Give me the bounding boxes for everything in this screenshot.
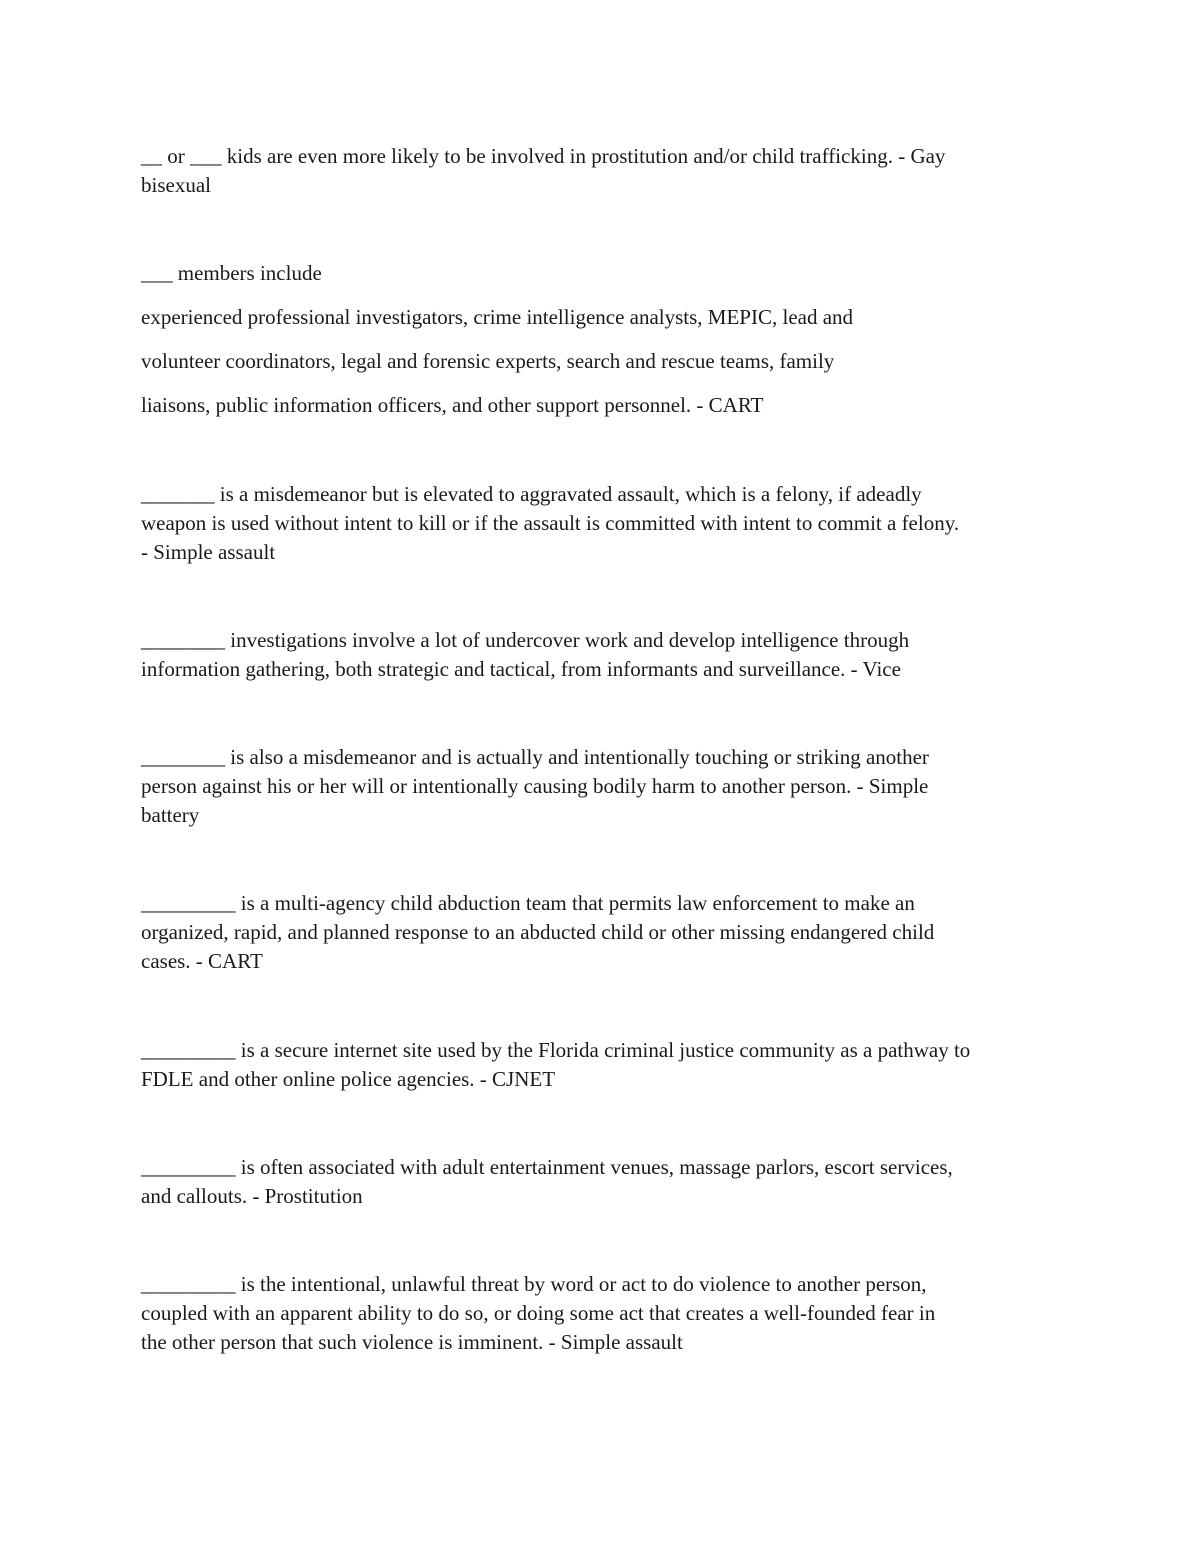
entry-8-line-2: and callouts. - Prostitution <box>141 1184 363 1208</box>
entry-5-line-2: person against his or her will or intentionally causing bodily harm to another person. - Simple <box>141 774 929 798</box>
entry-2-line-3: volunteer coordinators, legal and forensic experts, search and rescue teams, family <box>141 349 835 373</box>
entry-4-line-2: information gathering, both strategic and tactical, from informants and surveillance. - Vice <box>141 657 901 681</box>
flashcard-entry-1 <box>141 142 1071 200</box>
flashcard-entry-4 <box>141 626 1071 684</box>
entry-4-line-1: ________ investigations involve a lot of undercover work and develop intelligence through <box>141 628 910 652</box>
entry-2-line-1: ___ members include <box>141 261 322 285</box>
flashcard-entry-6 <box>141 889 1071 976</box>
entry-3-line-2: weapon is used without intent to kill or if the assault is committed with intent to commit a felony. <box>141 511 960 535</box>
entry-3-line-3: - Simple assault <box>141 540 276 564</box>
entry-6-line-3: cases. - CART <box>141 949 263 973</box>
entry-9-line-3: the other person that such violence is imminent. - Simple assault <box>141 1330 683 1354</box>
entry-6-line-1: _________ is a multi-agency child abduction team that permits law enforcement to make an <box>141 891 915 915</box>
entry-6-line-2: organized, rapid, and planned response to an abducted child or other missing endangered child <box>141 920 935 944</box>
flashcard-entry-3 <box>141 480 1071 567</box>
entry-1-line-1: __ or ___ kids are even more likely to be involved in prostitution and/or child trafficking. - Gay <box>141 144 946 168</box>
flashcard-entry-8 <box>141 1153 1071 1211</box>
entry-8-line-1: _________ is often associated with adult entertainment venues, massage parlors, escort services, <box>141 1155 953 1179</box>
entry-2-line-2: experienced professional investigators, crime intelligence analysts, MEPIC, lead and <box>141 305 854 329</box>
flashcard-entry-5 <box>141 743 1071 830</box>
flashcard-entry-2 <box>141 259 1071 435</box>
entry-5-line-3: battery <box>141 803 200 827</box>
entry-9-line-2: coupled with an apparent ability to do so, or doing some act that creates a well-founded fear in <box>141 1301 936 1325</box>
entry-5-line-1: ________ is also a misdemeanor and is actually and intentionally touching or striking another <box>141 745 929 769</box>
flashcard-entry-7 <box>141 1036 1071 1094</box>
entry-7-line-2: FDLE and other online police agencies. - CJNET <box>141 1067 556 1091</box>
entry-1-line-2: bisexual <box>141 173 211 197</box>
entry-3-line-1: _______ is a misdemeanor but is elevated to aggravated assault, which is a felony, if adeadly <box>141 482 922 506</box>
entry-2-line-4: liaisons, public information officers, and other support personnel. - CART <box>141 393 764 417</box>
entry-9-line-1: _________ is the intentional, unlawful threat by word or act to do violence to another person, <box>141 1272 927 1296</box>
entry-7-line-1: _________ is a secure internet site used by the Florida criminal justice community as a pathway to <box>141 1038 971 1062</box>
flashcard-entry-9 <box>141 1270 1071 1357</box>
